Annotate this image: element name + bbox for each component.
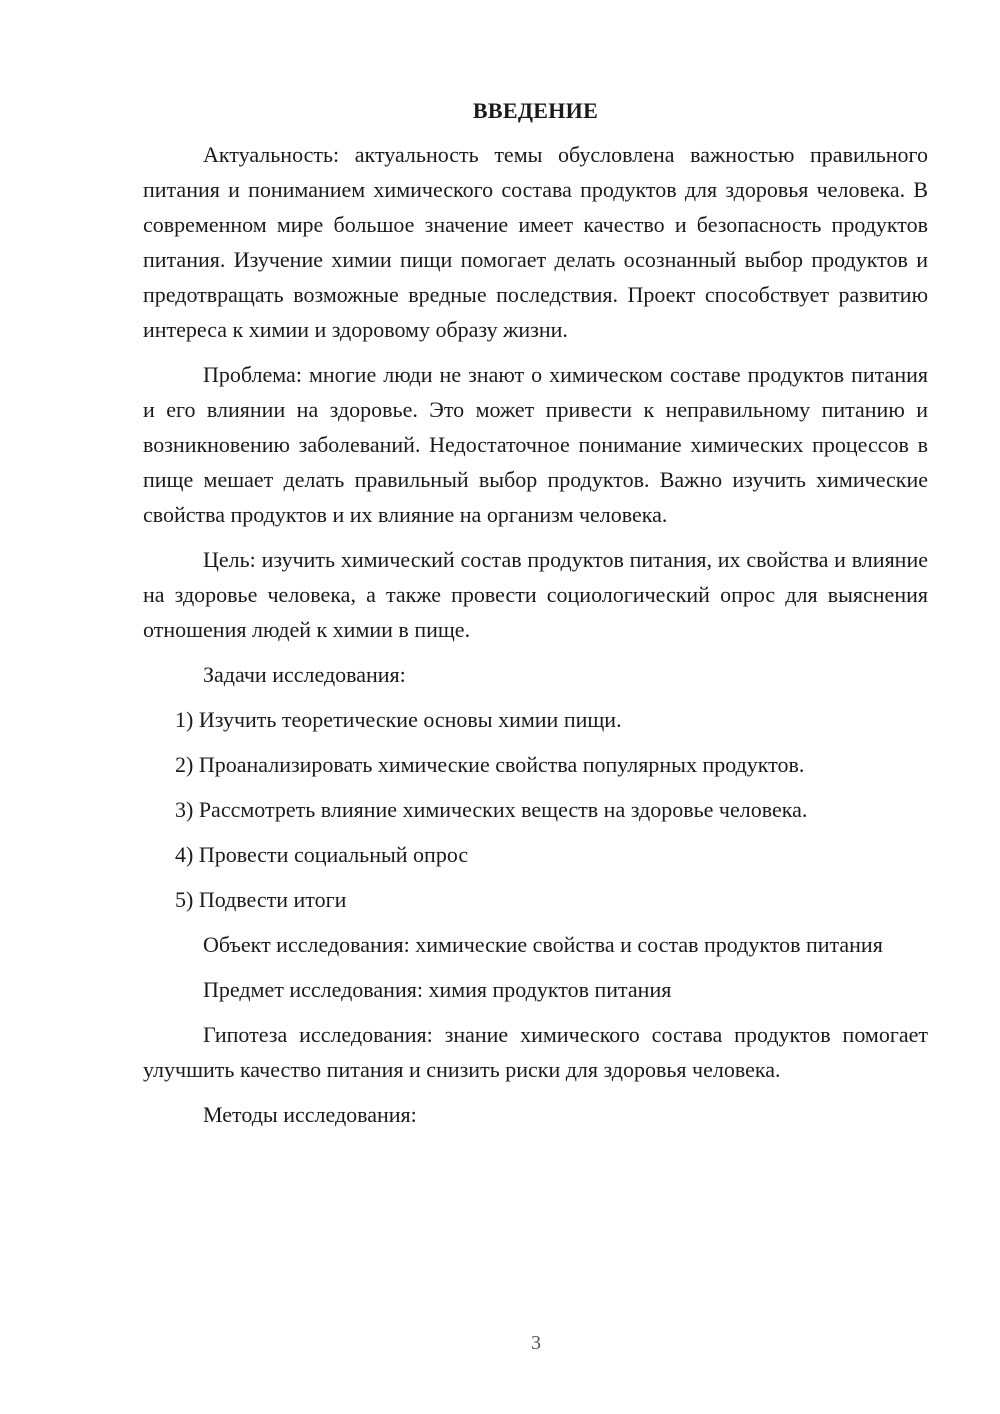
list-item: 3) Рассмотреть влияние химических веществ на здоровье человека. bbox=[175, 797, 808, 822]
list-item: 5) Подвести итоги bbox=[175, 887, 347, 912]
tasks-list bbox=[143, 702, 928, 917]
tasks-heading: Задачи исследования: bbox=[203, 662, 406, 687]
page-number: 3 bbox=[531, 1332, 541, 1354]
list-item: 4) Провести социальный опрос bbox=[175, 842, 469, 867]
paragraph-object: Объект исследования: химические свойства и состав продуктов питания bbox=[203, 932, 883, 957]
paragraph-goal: Цель: изучить химический состав продуктов питания, их свойства и влияние на здоровье человека, а также провести социологический опрос для выяснения отношения людей к химии в пище. bbox=[143, 547, 928, 642]
list-item: 2) Проанализировать химические свойства популярных продуктов. bbox=[175, 752, 805, 777]
page-title: ВВЕДЕНИЕ bbox=[472, 98, 599, 123]
paragraph-relevance: Актуальность: актуальность темы обусловлена важностью правильного питания и пониманием химического состава продуктов для здоровья человека. В современном мире большое значение имеет качество и безопасность продуктов питания. Изучение химии пищи помогает делать осознанный выбор продуктов и предотвращать возможные вредные последствия. Проект способствует развитию интереса к химии и здоровому образу жизни. bbox=[143, 142, 928, 342]
list-item: 1) Изучить теоретические основы химии пищи. bbox=[175, 707, 622, 732]
paragraph-problem: Проблема: многие люди не знают о химическом составе продуктов питания и его влиянии на здоровье. Это может привести к неправильному питанию и возникновению заболеваний. Недостаточное понимание химических процессов в пище мешает делать правильный выбор продуктов. Важно изучить химические свойства продуктов и их влияние на организм человека. bbox=[143, 362, 928, 527]
document-page bbox=[143, 95, 928, 1132]
paragraph-subject: Предмет исследования: химия продуктов питания bbox=[203, 977, 672, 1002]
methods-heading: Методы исследования: bbox=[203, 1102, 417, 1127]
paragraph-hypothesis: Гипотеза исследования: знание химического состава продуктов помогает улучшить качество питания и снизить риски для здоровья человека. bbox=[143, 1022, 928, 1082]
